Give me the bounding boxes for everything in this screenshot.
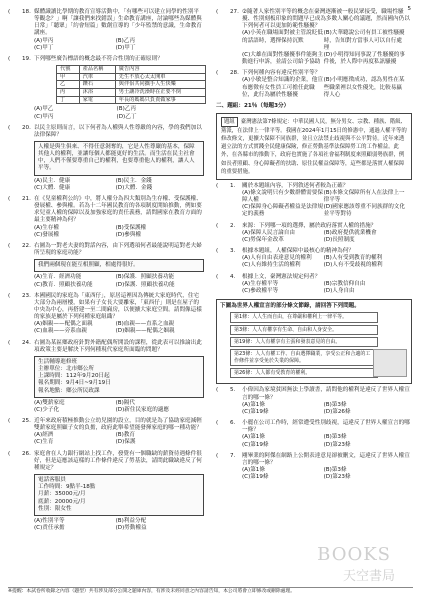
- question-text: 以民主原則而言，以下何者為人權與人性尊嚴的內容，學的我們加以法律保障？: [34, 124, 202, 138]
- question-number: 27.: [230, 9, 239, 15]
- question-number: 23.: [22, 292, 31, 299]
- table-cell: 年長的媽媽只負責做家事: [115, 96, 205, 104]
- question-text: 小麗在公司工作時，經常遭受性別歧視，這違反了世界人權宣言的哪一條？: [242, 420, 410, 434]
- table-cell: 汽車: [79, 73, 115, 81]
- table-row: [57, 73, 206, 81]
- option[interactable]: (A)小敏是整合知識的企業，他宣布應徵有女性員工可擔任此職位，此行為屬於性騷擾: [242, 77, 323, 98]
- table-row: [57, 81, 206, 89]
- option[interactable]: (C)發展權: [34, 231, 60, 238]
- watermark-publisher: 天空書局: [342, 569, 395, 585]
- option[interactable]: (D)第26條: [323, 408, 351, 415]
- options: [34, 274, 204, 288]
- options: [34, 400, 204, 414]
- answer-bracket[interactable]: (: [216, 452, 219, 459]
- options: [34, 321, 204, 335]
- poster-line: 上課時間：112年9月20日起: [38, 373, 110, 380]
- question-body: [242, 387, 412, 416]
- poster-line: 性別：限女性: [38, 505, 72, 512]
- right-mid-questions: [216, 183, 412, 295]
- option[interactable]: (C)甲丁: [34, 44, 54, 51]
- options: [242, 467, 412, 481]
- footer-note: ※提醒：本試卷所收錄之內容（題型）共有涉及部分公開之題庫內容，有涉及未經同意之內容請告知，本公司將會立即修改或刪除處理。: [8, 587, 413, 595]
- option[interactable]: (D)參與權: [115, 231, 142, 238]
- rights-box-head: 下圖為世界人權宣言的部分條文節錄，請回答下列問題。: [220, 302, 360, 309]
- option[interactable]: (B)政府提供就業機會: [323, 229, 377, 236]
- question-text: 家庭會在人力銀行網站上找工作，發覺有一個職缺的薪資待遇條件很好，但是這應該這樣的工作條件違反了勞基法，請問此職缺違反了何種規定？: [34, 450, 202, 471]
- question-text: 近年來政府積極推動公立幼兒園的設立，目的就是為了協助家庭減輕雙薪家庭照顧子女的負擔，政府此舉希望能發揮家庭的哪一種功能？: [34, 418, 202, 432]
- table-header-cell: 產品名稱: [79, 66, 115, 74]
- question: [216, 453, 412, 482]
- option[interactable]: (D)第23條: [323, 441, 351, 448]
- question-body: [242, 223, 412, 244]
- option[interactable]: (A)保障人民言論自由: [242, 229, 295, 236]
- table-cell: 與伴侶共同攜手人生快樂: [115, 81, 205, 89]
- question-number: 4.: [230, 273, 236, 280]
- question-number: 20.: [22, 124, 31, 131]
- question-body: [242, 453, 412, 482]
- table-cell: 男士讓冷洗澡時在正要不倒: [115, 89, 205, 97]
- question-text: 剛畢業的阿傑在網路上公開表達意見卻被刪文，這違反了世界人權宣言的哪一條？: [242, 452, 410, 466]
- right-column: [216, 9, 412, 485]
- question-number: 21.: [22, 195, 31, 202]
- option[interactable]: (D)甲丁: [115, 44, 136, 51]
- question-text: 根據本題組，人權保障中最核心的精神為何？: [242, 248, 354, 255]
- question-number: 28.: [230, 70, 239, 77]
- option[interactable]: (B)第3條: [323, 467, 347, 474]
- option[interactable]: (D)乙丁: [116, 113, 137, 120]
- option[interactable]: (C)第19條: [242, 474, 269, 481]
- option[interactable]: (B)小明應徵成功，認為男性在某些職業裡以女性優先，比較易贏得人心: [323, 77, 405, 98]
- question: [8, 56, 204, 121]
- option[interactable]: (A)甲乙: [34, 106, 54, 113]
- options: [242, 434, 412, 448]
- question-body: [34, 243, 204, 289]
- question-body: [242, 9, 412, 66]
- topic-label: 題組: [221, 117, 238, 127]
- right-top-questions: [216, 9, 412, 99]
- poster-line: 月薪：35000元/月: [38, 491, 86, 498]
- answer-bracket[interactable]: (: [216, 9, 219, 15]
- rights-article: 第19條：人人有權享有主張和發表意見的自由。: [230, 337, 378, 347]
- option[interactable]: (C)大雄在面對性騷擾事件能夠主動進行申訴，並請公司給予協助: [242, 51, 323, 66]
- option[interactable]: (A)生存權: [34, 224, 59, 231]
- table-row: [57, 89, 206, 97]
- question-number: 5.: [230, 387, 236, 394]
- ad-table: [56, 65, 206, 104]
- poster-line: 報名期間：9月4日~9月19日: [38, 380, 111, 387]
- question-body: [242, 70, 412, 99]
- answer-bracket[interactable]: (: [216, 70, 219, 77]
- option[interactable]: (A)甲丙: [34, 37, 54, 44]
- options: [242, 281, 412, 295]
- question: [8, 196, 204, 239]
- option[interactable]: (B)人有受到教育的權利: [323, 255, 383, 262]
- question-text: 右圖為某區鄉政府針對外籍配偶所開設的課程，從此表可以推論出此項政策主要是解決下列何種現代家庭所面臨的問題？: [34, 339, 202, 353]
- option[interactable]: (D)保護．照顧扶養功能: [115, 281, 175, 288]
- answer-bracket[interactable]: (: [216, 387, 219, 394]
- options: [34, 518, 204, 532]
- option[interactable]: (B)宗教信仰自由: [323, 280, 366, 287]
- rights-declaration-box: [216, 299, 412, 385]
- option[interactable]: (D)人有不受歧視的權利: [323, 262, 383, 269]
- option[interactable]: (B)乙丙: [115, 37, 135, 44]
- rights-article: 第23條：人人有權工作、自由選擇職業，享受公正和合適的工作條件並享受免於失業的保障。: [230, 349, 378, 366]
- question-number: 24.: [22, 339, 31, 346]
- question: [216, 9, 412, 66]
- option[interactable]: (B)本條文保障所有人在法律上一律平等: [323, 189, 405, 204]
- rights-article: 第1條：人人生而自由，在尊嚴和權利上一律平等。: [230, 312, 378, 322]
- question-number: 22.: [22, 242, 31, 249]
- question-text: 根據上文，臺灣憲法規定何者？: [242, 273, 321, 280]
- answer-bracket[interactable]: (: [8, 418, 11, 424]
- option[interactable]: (B)大華聽說公司有員工被性騷擾時，告知對方當事人可以自行處理: [323, 30, 405, 51]
- options: [242, 30, 412, 66]
- table-header-cell: 代號: [57, 66, 80, 74]
- option[interactable]: (B)民主．金錢: [115, 177, 152, 184]
- question-text: 小偉因為家境貧困無法上學讀書，請問他的權利是違反了世界人權宣言的哪一條？: [242, 387, 410, 401]
- option[interactable]: (C)教育．照顧扶養功能: [34, 281, 93, 288]
- option[interactable]: (D)人身自由: [323, 287, 355, 294]
- options: [242, 402, 412, 416]
- question-text: 本國國民的家庭為「東西仔」，原居這裡因為傳統大家庭時代，住宅大部分為兩層樓，如果有子女長大要離家，「東西仔」則是在屋子的中央為中心，再搭建一至二間廂房，以便擴大家庭空間。請問像這樣的家族是屬於下列何種家庭組織？: [34, 292, 202, 321]
- option[interactable]: (A)民主．健康: [34, 177, 71, 184]
- left-column: [8, 9, 204, 536]
- option[interactable]: (B)第3條: [323, 401, 347, 408]
- options: [242, 77, 412, 98]
- table-cell: 先生不放心太太開車: [115, 73, 205, 81]
- answer-bracket[interactable]: (: [8, 124, 11, 131]
- table-cell: 丁: [57, 96, 80, 104]
- question-body: [34, 125, 204, 192]
- option[interactable]: (A)生育．經濟功能: [34, 274, 82, 281]
- option[interactable]: (D)小明得知同事說了性騷擾的事件後，於人際中再度私訊騷擾: [323, 51, 405, 66]
- option[interactable]: (C)第19條: [242, 408, 269, 415]
- option[interactable]: (C)勞保年金改革: [242, 236, 284, 243]
- question-body: [34, 196, 204, 239]
- section-title: 二、題組：21％（每題3分）: [216, 102, 290, 109]
- answer-bracket[interactable]: (: [8, 9, 11, 15]
- table-cell: 沐浴: [79, 89, 115, 97]
- option[interactable]: (C)血親——旁系血親: [34, 328, 88, 335]
- question: [216, 223, 412, 244]
- option[interactable]: (D)第23條: [323, 474, 351, 481]
- question-text: 下列何種內容有違反性別平等？: [242, 70, 321, 77]
- option[interactable]: (C)保障身心障礙者權益是法律規定的義務: [242, 204, 323, 218]
- poster: [34, 474, 204, 516]
- question: [216, 274, 412, 295]
- question: [8, 340, 204, 414]
- option[interactable]: (A)第1條: [242, 401, 265, 408]
- option[interactable]: (A)性別平等: [34, 517, 65, 524]
- option[interactable]: (B)利益分配: [115, 517, 147, 524]
- option[interactable]: (C)生育: [34, 439, 54, 446]
- poster-line: 報名地點：鄉公所民政課: [38, 387, 100, 394]
- answer-bracket[interactable]: (: [216, 273, 219, 280]
- topic-box: [216, 113, 412, 180]
- paper-illustration: [373, 349, 407, 377]
- table-header-cell: 廣告內容: [115, 66, 205, 74]
- option[interactable]: (B)第3條: [323, 434, 347, 441]
- table-cell: 甲: [57, 73, 80, 81]
- poster-title: 電話客服員: [38, 477, 66, 484]
- question-body: [34, 451, 204, 533]
- option[interactable]: (C)責任承擔: [34, 525, 65, 532]
- options: [34, 178, 204, 192]
- table-cell: 鑽石: [79, 81, 115, 89]
- question: [8, 418, 204, 447]
- right-bottom-questions: [216, 387, 412, 481]
- question: [216, 183, 412, 219]
- option[interactable]: (D)大體．金錢: [115, 184, 153, 191]
- question-body: [242, 420, 412, 449]
- page-number: 5: [407, 6, 411, 12]
- option[interactable]: (D)勞動權益: [115, 525, 147, 532]
- option[interactable]: (D)國家應該尊重不同族群的文化並平等對待: [323, 204, 405, 218]
- options: [34, 38, 204, 52]
- options: [242, 190, 412, 219]
- option[interactable]: (C)大體．健康: [34, 184, 71, 191]
- option[interactable]: (B)教育: [115, 432, 135, 439]
- option[interactable]: (C)參政權平等: [242, 287, 279, 294]
- question-number: 18.: [22, 9, 31, 15]
- topic-text: 臺灣憲法第7條規定：中華民國人民，無分男女、宗教、種族、階級、黨派，在法律上一律平等。我國在2024年1月15日的修憲中，通過人權平等的修改條文，更擴大保障不同族群，並且立法禁止歧視與不公平對待。近年來透過立法的方式實踐全民健康保險，修正勞動基準法保障勞工的工作權益。此外，在各縣市的推動下，政府也實施了各項社會福利制度來照顧弱勢族群，例如長者照顧、身心障礙者的扶助、原住民權益保障等，這些都是落實人權保障的重要措施。: [221, 119, 407, 175]
- option[interactable]: (A)第1條: [242, 467, 265, 474]
- question-text: 右圖為一對老夫妻的對話內容，由下列選項何者最能說明這對老夫婦所呈現的家庭功能？: [34, 242, 202, 257]
- poster-line: 主辦單位：北市鄉公所: [38, 366, 94, 373]
- option[interactable]: (A)雙薪家庭: [34, 399, 65, 406]
- question-text: 下列哪些廣告標語的概念最不符合性別的正確原則？: [34, 55, 163, 62]
- options: [34, 432, 204, 446]
- question: [216, 248, 412, 269]
- question-body: [34, 9, 204, 52]
- option[interactable]: (A)第1條: [242, 434, 265, 441]
- question-number: 2.: [230, 222, 236, 229]
- option[interactable]: (D)保護: [115, 439, 136, 446]
- question-body: [34, 293, 204, 336]
- poster-line: 底薪：20000元/月: [38, 498, 86, 505]
- question-number: 3.: [230, 248, 236, 255]
- question-number: 7.: [230, 452, 236, 459]
- question-text: 來源：下列哪一項的選擇，屬於政府落實人權的措施？: [242, 222, 377, 229]
- option[interactable]: (C)甲丙: [34, 113, 54, 120]
- option[interactable]: (A)生存權平等: [242, 280, 279, 287]
- answer-bracket[interactable]: (: [8, 450, 11, 457]
- question-text: 關於本題組內容，下列敘述何者較為正確？: [242, 182, 349, 189]
- rights-article: 第26條：人人都有受教育的權利。: [230, 368, 378, 378]
- speech-bubble: 我們兩個現在能互相照顧，相處得很好。: [34, 259, 204, 272]
- option[interactable]: (A)條文說明只有少數群體需要保障人權: [242, 189, 323, 204]
- poster-title: 生活輔導進修班: [38, 358, 78, 365]
- question-body: [242, 274, 412, 295]
- answer-bracket[interactable]: (: [216, 420, 219, 427]
- question: [8, 243, 204, 289]
- table-row: [57, 96, 206, 104]
- question-number: 1.: [230, 182, 236, 189]
- question-number: 19.: [22, 55, 31, 62]
- answer-bracket[interactable]: (: [8, 195, 11, 202]
- options: [34, 106, 206, 120]
- option[interactable]: (D)長照制度: [323, 236, 355, 243]
- answer-bracket[interactable]: (: [8, 292, 11, 299]
- question-number: 26.: [22, 450, 31, 457]
- question-body: [34, 56, 206, 121]
- question-text: ②隨著人家性別平等的概念在臺灣逐漸被一般民眾接受，職場性騷擾、性別刻板印象的問題早已成為多數人關心的議題，然而國內仍以下列何者可以更加防範性騷擾？: [242, 9, 410, 30]
- table-cell: 乙: [57, 81, 80, 89]
- option[interactable]: (A)經濟: [34, 432, 54, 439]
- option[interactable]: (D)新住民家庭的適應: [115, 406, 170, 413]
- option[interactable]: (A)姻親——配偶之面親: [34, 321, 93, 328]
- question-body: [242, 248, 412, 269]
- question: [8, 451, 204, 533]
- option[interactable]: (C)人有維持生活的權利: [242, 262, 301, 269]
- answer-bracket[interactable]: (: [8, 55, 11, 62]
- rights-article: 第3條：人人有權享有生命、自由和人身安全。: [230, 325, 378, 335]
- option[interactable]: (B)血親——直系之血親: [115, 321, 175, 328]
- question-body: [34, 340, 204, 414]
- question-number: 25.: [22, 418, 31, 424]
- poster-line: 工作時間：9點半-18點: [38, 484, 96, 491]
- options: [242, 230, 412, 244]
- option[interactable]: (B)受保護權: [115, 224, 147, 231]
- question-number: 6.: [230, 420, 236, 427]
- option[interactable]: (C)少子化: [34, 406, 60, 413]
- option[interactable]: (C)第19條: [242, 441, 269, 448]
- option[interactable]: (B)保護．照顧扶養功能: [115, 274, 175, 281]
- option[interactable]: (D)姻親——配偶之姻親: [115, 328, 175, 335]
- question: [8, 9, 204, 52]
- question-text: 媒體識讀比學期的教育宣導活動中，「有哪些可以建立同學的性別平等觀念？」啊「讓我們來找錯誤」生命教育講座，討論哪些為媒體與日常」「聽眾」「約會短篇」數創宣導的「少年監禁的意識，生命教育講座。: [34, 9, 202, 37]
- question: [216, 387, 412, 416]
- option[interactable]: (A)人有自由表達意見的權利: [242, 255, 312, 262]
- answer-bracket[interactable]: (: [8, 242, 11, 249]
- option[interactable]: (B)乙丙: [116, 106, 136, 113]
- poster: [34, 356, 204, 398]
- table-cell: 丙: [57, 89, 80, 97]
- answer-bracket[interactable]: (: [216, 248, 219, 255]
- answer-bracket[interactable]: (: [8, 339, 11, 346]
- watermark-books: BOOKS: [317, 543, 391, 565]
- question-text: 在《兒童權利公約》中，將人權分為四大類別為生存權、受保護權、發展權、參與權。若為十二年國民教育的各項制度開始推動，例如要求兒童人權的保障以及加強家庭的責任義務，請問國家在教育方面的最主要精神為何？: [34, 195, 202, 224]
- question-body: [34, 418, 204, 447]
- question-body: [242, 183, 412, 219]
- question: [8, 293, 204, 336]
- option[interactable]: (A)小英在職場面對被主管說貶低的話語時，選擇保持沉默: [242, 30, 323, 44]
- quote-box: 人權是與生俱來、不得任意剝奪的，它是人性尊嚴的基本，保障其他人的權利，並讓每個人都能更好的生活。而生活在民主社會中，人們不僅要尊重自己的權利，也要尊重他人的權利，讓人人平等。: [34, 141, 204, 176]
- option[interactable]: (B)隔代: [115, 399, 135, 406]
- answer-bracket[interactable]: (: [216, 182, 219, 189]
- options: [34, 225, 204, 239]
- question: [216, 420, 412, 449]
- question: [8, 125, 204, 192]
- answer-bracket[interactable]: (: [216, 222, 219, 229]
- question: [216, 70, 412, 99]
- table-cell: 家電: [79, 96, 115, 104]
- options: [242, 255, 412, 269]
